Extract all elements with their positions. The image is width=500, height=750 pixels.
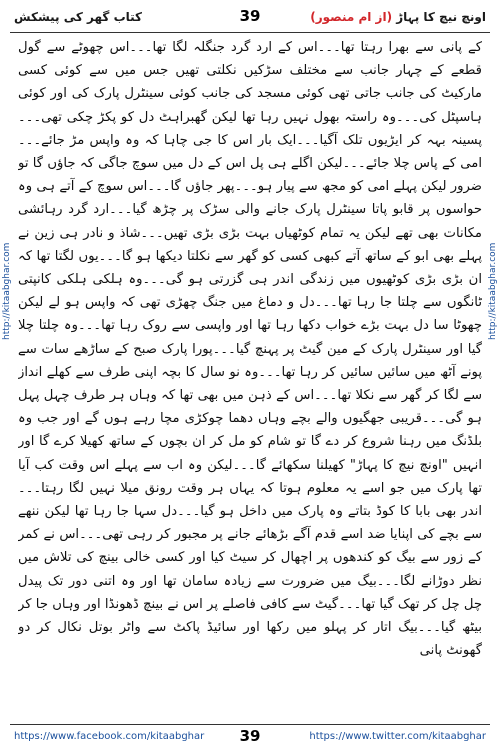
novel-name: اونچ نیچ کا پہاڑ xyxy=(396,10,486,24)
page-number-top: 39 xyxy=(239,7,261,25)
book-house-title: کتاب گھر کی پیشکش xyxy=(14,10,143,24)
facebook-link[interactable]: https://www.facebook.com/kitaabghar xyxy=(14,731,205,742)
page-header xyxy=(10,6,490,33)
watermark-text: http://kitaabghar.com xyxy=(488,242,498,340)
left-watermark xyxy=(2,150,12,340)
right-watermark xyxy=(488,150,498,340)
story-body xyxy=(18,36,482,716)
novel-title xyxy=(310,10,486,24)
twitter-link[interactable]: https://www.twitter.com/kitaabghar xyxy=(309,731,486,742)
story-paragraph: کے پانی سے بھرا رہتا تھا۔۔۔اس کے ارد گرد جنگلہ لگا تھا۔۔۔اس چھوٹے سے گول قطعے کے چہار جانب سے مختلف سڑکیں نکلتی تھیں جس میں سے کوئی کسی مارکیٹ کی جانب جاتی تھی کوئی مسجد کی جانب کوئی سینٹرل پارک کی اور کوئی ہاسپٹل کی۔۔۔وہ راستہ بھول نہیں رہا تھا لیکن گھبراہٹ دل کو پکڑ چکی تھی۔۔۔پسینہ بہہ کر ایڑیوں تلک آگیا۔۔۔ایک بار اس کا جی چاہا کہ وہ واپس مڑ جائے۔۔۔امی کے پاس چلا جائے۔۔۔لیکن اگلے ہی پل اس کے دل میں سوچ جاگی کہ جاؤں گا تو ضرور لیکن پہلے امی کو مجھ سے پیار ہو۔۔۔پھر جاؤں گا۔۔۔اس سوچ کے آتے ہی وہ حواسوں پر قابو پاتا سینٹرل پارک جانے والی سڑک پر چڑھ گیا۔۔۔ارد گرد رہائشی مکانات بھی تھے لیکن یہ تمام کوٹھیاں بہت بڑی بڑی تھیں۔۔۔شاذ و نادر ہی زین نے پہلے بھی ابو کے ساتھ آتے کبھی کسی کو گھر سے نکلتا دیکھا ہو گا۔۔۔یوں لگتا تھا کہ ان بڑی بڑی کوٹھیوں میں زندگی اندر ہی گزرتی ہو گی۔۔۔وہ ہلکی ہلکی کانپتی ٹانگوں سے چلتا جا رہا تھا۔۔۔دل و دماغ میں جنگ چھڑی تھی کہ واپس ہو لے لیکن چھوٹا سا دل بہت بڑے خواب دکھا رہا تھا اور واپسی سے روک رہا تھا۔۔۔وہ چلتا چلا گیا اور سینٹرل پارک کے مین گیٹ پر پہنچ گیا۔۔۔پورا پارک صبح کے ساڑھے سات سے پونے آٹھ میں سائیں سائیں کر رہا تھا۔۔۔وہ نو سال کا بچہ اپنی طرف سے کھلے انداز سے لگا کر گھر سے نکلا تھا۔۔۔اس کے ذہن میں بھی تھا کہ وہاں ہر طرف چہل پہل ہو گی۔۔۔قریبی جھگیوں والے بچے وہاں دھما چوکڑی مچا رہے ہوں گے اور جب وہ بلڈنگ میں رہنا شروع کر دے گا تو شام کو مل کر ان بچوں کے ساتھ کھیلا کرے گا اور انہیں "اونچ نیچ کا پہاڑ" کھیلنا سکھائے گا۔۔۔لیکن وہ اب سے پہلے اس وقت کب آیا تھا پارک میں جو اسے یہ معلوم ہوتا کہ یہاں ہر وقت رونق میلا نہیں لگا رہتا۔۔۔اندر بھی بابا کا کوڈ بتاتے وہ پارک میں داخل ہو گیا۔۔۔دل سہا جا رہا تھا لیکن ننھے سے بچے کی اپنایا ضد اسے قدم آگے بڑھائے جانے پر مجبور کر رہی تھی۔۔۔اس نے کمر کے زور سے بیگ کو کندھوں پر اچھال کر سیٹ کیا اور کسی خالی بینچ کی تلاش میں نظر دوڑانے لگا۔۔۔بیگ میں ضرورت سے زیادہ سامان تھا اور وہ اتنی دور تک پیدل چل چل کر تھک گیا تھا۔۔۔گیٹ سے کافی فاصلے پر اس نے بینچ ڈھونڈا اور وہاں جا کر بیٹھ گیا۔۔۔بیگ اتار کر پہلو میں رکھا اور سائیڈ پاکٹ سے واٹر بوتل نکال کر دو گھونٹ پانی xyxy=(18,40,482,659)
novel-author: (از ام منصور) xyxy=(310,10,393,24)
watermark-text: http://kitaabghar.com xyxy=(2,242,12,340)
page-footer xyxy=(10,724,490,747)
page-number-bottom: 39 xyxy=(239,727,261,745)
